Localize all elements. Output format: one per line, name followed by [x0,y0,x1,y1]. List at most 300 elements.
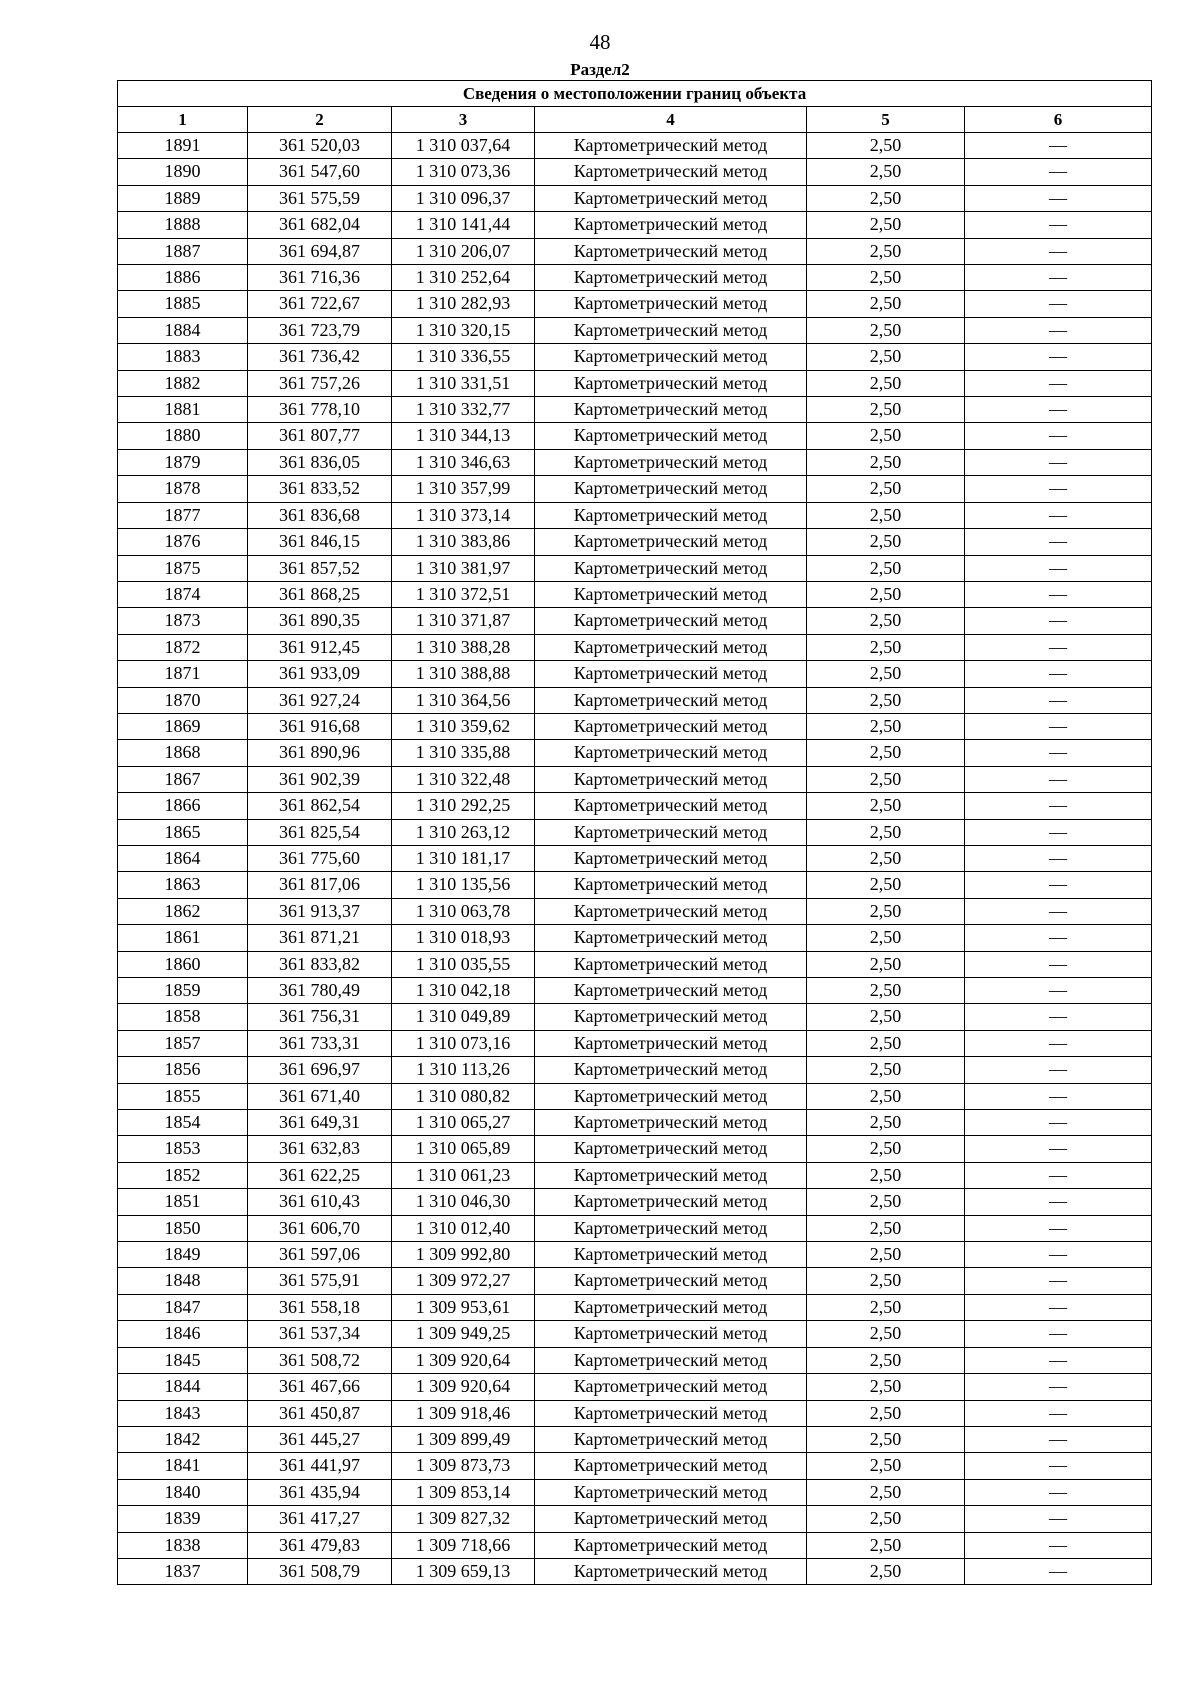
section-title: Раздел2 [570,60,630,79]
cell-point-number: 1846 [118,1321,248,1347]
cell-coordinate-y: 1 310 135,56 [392,872,535,898]
cell-accuracy: 2,50 [807,1268,965,1294]
cell-method: Картометрический метод [535,1057,807,1083]
cell-description: — [965,397,1152,423]
cell-point-number: 1853 [118,1136,248,1162]
cell-point-number: 1845 [118,1347,248,1373]
cell-description: — [965,845,1152,871]
cell-description: — [965,185,1152,211]
cell-accuracy: 2,50 [807,1057,965,1083]
cell-coordinate-x: 361 716,36 [248,265,392,291]
cell-coordinate-y: 1 310 181,17 [392,845,535,871]
cell-method: Картометрический метод [535,1374,807,1400]
cell-coordinate-x: 361 733,31 [248,1030,392,1056]
cell-coordinate-y: 1 309 827,32 [392,1506,535,1532]
cell-accuracy: 2,50 [807,476,965,502]
cell-coordinate-y: 1 310 322,48 [392,766,535,792]
cell-point-number: 1877 [118,502,248,528]
table-row [118,581,1152,607]
cell-coordinate-y: 1 310 388,88 [392,661,535,687]
cell-coordinate-x: 361 722,67 [248,291,392,317]
cell-coordinate-x: 361 780,49 [248,978,392,1004]
cell-description: — [965,1532,1152,1558]
cell-description: — [965,1268,1152,1294]
cell-coordinate-y: 1 310 336,55 [392,344,535,370]
cell-point-number: 1844 [118,1374,248,1400]
cell-coordinate-x: 361 723,79 [248,317,392,343]
cell-description: — [965,687,1152,713]
cell-coordinate-y: 1 310 012,40 [392,1215,535,1241]
cell-coordinate-y: 1 310 073,36 [392,159,535,185]
table-row [118,1558,1152,1584]
cell-method: Картометрический метод [535,1426,807,1452]
cell-method: Картометрический метод [535,1004,807,1030]
cell-accuracy: 2,50 [807,845,965,871]
cell-method: Картометрический метод [535,529,807,555]
table-row [118,1321,1152,1347]
cell-coordinate-x: 361 736,42 [248,344,392,370]
cell-accuracy: 2,50 [807,740,965,766]
table-row [118,793,1152,819]
cell-coordinate-y: 1 310 206,07 [392,238,535,264]
cell-accuracy: 2,50 [807,1347,965,1373]
cell-coordinate-x: 361 912,45 [248,634,392,660]
cell-coordinate-x: 361 622,25 [248,1162,392,1188]
cell-method: Картометрический метод [535,370,807,396]
table-row [118,872,1152,898]
cell-coordinate-x: 361 649,31 [248,1110,392,1136]
table-caption-row [118,81,1152,107]
cell-coordinate-x: 361 606,70 [248,1215,392,1241]
cell-coordinate-y: 1 309 873,73 [392,1453,535,1479]
cell-method: Картометрический метод [535,1242,807,1268]
table-row [118,634,1152,660]
cell-description: — [965,1558,1152,1584]
cell-accuracy: 2,50 [807,1030,965,1056]
cell-description: — [965,1347,1152,1373]
cell-accuracy: 2,50 [807,159,965,185]
cell-accuracy: 2,50 [807,793,965,819]
cell-description: — [965,449,1152,475]
column-header: 1 [118,107,248,133]
table-row [118,449,1152,475]
cell-method: Картометрический метод [535,1506,807,1532]
cell-coordinate-y: 1 309 659,13 [392,1558,535,1584]
cell-description: — [965,238,1152,264]
cell-method: Картометрический метод [535,1400,807,1426]
table-row [118,687,1152,713]
cell-description: — [965,555,1152,581]
cell-accuracy: 2,50 [807,1321,965,1347]
cell-coordinate-y: 1 309 718,66 [392,1532,535,1558]
cell-method: Картометрический метод [535,793,807,819]
cell-point-number: 1867 [118,766,248,792]
cell-point-number: 1838 [118,1532,248,1558]
cell-method: Картометрический метод [535,687,807,713]
cell-accuracy: 2,50 [807,449,965,475]
cell-accuracy: 2,50 [807,1400,965,1426]
cell-method: Картометрический метод [535,1294,807,1320]
cell-accuracy: 2,50 [807,1136,965,1162]
cell-description: — [965,1030,1152,1056]
cell-point-number: 1849 [118,1242,248,1268]
cell-method: Картометрический метод [535,423,807,449]
cell-method: Картометрический метод [535,872,807,898]
cell-point-number: 1861 [118,925,248,951]
cell-point-number: 1863 [118,872,248,898]
table-row [118,555,1152,581]
cell-description: — [965,1189,1152,1215]
cell-coordinate-y: 1 310 252,64 [392,265,535,291]
table-row [118,159,1152,185]
cell-coordinate-x: 361 836,68 [248,502,392,528]
cell-coordinate-x: 361 916,68 [248,713,392,739]
cell-coordinate-x: 361 479,83 [248,1532,392,1558]
cell-method: Картометрический метод [535,212,807,238]
cell-accuracy: 2,50 [807,1374,965,1400]
cell-coordinate-x: 361 558,18 [248,1294,392,1320]
cell-coordinate-x: 361 868,25 [248,581,392,607]
cell-coordinate-x: 361 682,04 [248,212,392,238]
cell-coordinate-y: 1 310 037,64 [392,133,535,159]
cell-coordinate-y: 1 310 282,93 [392,291,535,317]
table-row [118,608,1152,634]
cell-coordinate-y: 1 310 364,56 [392,687,535,713]
cell-coordinate-x: 361 547,60 [248,159,392,185]
cell-description: — [965,713,1152,739]
cell-point-number: 1857 [118,1030,248,1056]
cell-method: Картометрический метод [535,951,807,977]
cell-method: Картометрический метод [535,449,807,475]
cell-coordinate-y: 1 310 388,28 [392,634,535,660]
cell-accuracy: 2,50 [807,1215,965,1241]
cell-accuracy: 2,50 [807,1294,965,1320]
cell-coordinate-y: 1 310 063,78 [392,898,535,924]
table-row [118,1506,1152,1532]
cell-accuracy: 2,50 [807,713,965,739]
cell-coordinate-y: 1 310 073,16 [392,1030,535,1056]
table-row [118,423,1152,449]
cell-point-number: 1860 [118,951,248,977]
cell-point-number: 1837 [118,1558,248,1584]
cell-point-number: 1890 [118,159,248,185]
table-row [118,1004,1152,1030]
table-row [118,1242,1152,1268]
cell-coordinate-y: 1 309 949,25 [392,1321,535,1347]
cell-accuracy: 2,50 [807,1162,965,1188]
cell-coordinate-y: 1 310 096,37 [392,185,535,211]
cell-point-number: 1889 [118,185,248,211]
cell-coordinate-y: 1 310 080,82 [392,1083,535,1109]
cell-method: Картометрический метод [535,713,807,739]
cell-method: Картометрический метод [535,185,807,211]
cell-coordinate-y: 1 310 035,55 [392,951,535,977]
cell-accuracy: 2,50 [807,185,965,211]
cell-coordinate-x: 361 890,96 [248,740,392,766]
cell-coordinate-y: 1 310 331,51 [392,370,535,396]
cell-coordinate-x: 361 435,94 [248,1479,392,1505]
cell-point-number: 1859 [118,978,248,1004]
cell-accuracy: 2,50 [807,344,965,370]
cell-coordinate-y: 1 309 853,14 [392,1479,535,1505]
cell-accuracy: 2,50 [807,872,965,898]
cell-description: — [965,740,1152,766]
cell-coordinate-y: 1 310 344,13 [392,423,535,449]
cell-accuracy: 2,50 [807,1532,965,1558]
table-row [118,476,1152,502]
cell-description: — [965,1294,1152,1320]
cell-accuracy: 2,50 [807,1453,965,1479]
cell-coordinate-y: 1 310 346,63 [392,449,535,475]
cell-method: Картометрический метод [535,740,807,766]
cell-point-number: 1884 [118,317,248,343]
cell-accuracy: 2,50 [807,212,965,238]
cell-description: — [965,1453,1152,1479]
cell-accuracy: 2,50 [807,1558,965,1584]
table-row [118,661,1152,687]
cell-method: Картометрический метод [535,1030,807,1056]
cell-accuracy: 2,50 [807,1426,965,1452]
cell-method: Картометрический метод [535,819,807,845]
cell-coordinate-y: 1 310 381,97 [392,555,535,581]
cell-coordinate-y: 1 309 920,64 [392,1374,535,1400]
cell-description: — [965,661,1152,687]
cell-description: — [965,423,1152,449]
cell-accuracy: 2,50 [807,819,965,845]
cell-point-number: 1878 [118,476,248,502]
cell-method: Картометрический метод [535,1321,807,1347]
table-row [118,397,1152,423]
cell-coordinate-x: 361 520,03 [248,133,392,159]
cell-method: Картометрический метод [535,1268,807,1294]
cell-accuracy: 2,50 [807,529,965,555]
cell-coordinate-x: 361 836,05 [248,449,392,475]
cell-point-number: 1870 [118,687,248,713]
table-row [118,978,1152,1004]
cell-coordinate-x: 361 871,21 [248,925,392,951]
cell-point-number: 1880 [118,423,248,449]
cell-description: — [965,529,1152,555]
cell-description: — [965,872,1152,898]
cell-coordinate-y: 1 310 113,26 [392,1057,535,1083]
column-header: 4 [535,107,807,133]
cell-coordinate-x: 361 610,43 [248,1189,392,1215]
table-row [118,1110,1152,1136]
cell-coordinate-x: 361 817,06 [248,872,392,898]
table-header-row [118,107,1152,133]
cell-coordinate-y: 1 309 920,64 [392,1347,535,1373]
cell-coordinate-y: 1 310 357,99 [392,476,535,502]
cell-method: Картометрический метод [535,1347,807,1373]
cell-point-number: 1851 [118,1189,248,1215]
cell-accuracy: 2,50 [807,608,965,634]
cell-description: — [965,1162,1152,1188]
cell-coordinate-x: 361 778,10 [248,397,392,423]
cell-coordinate-x: 361 807,77 [248,423,392,449]
cell-point-number: 1886 [118,265,248,291]
cell-coordinate-y: 1 310 263,12 [392,819,535,845]
cell-coordinate-x: 361 757,26 [248,370,392,396]
cell-coordinate-y: 1 310 065,89 [392,1136,535,1162]
table-row [118,370,1152,396]
cell-method: Картометрический метод [535,845,807,871]
cell-accuracy: 2,50 [807,555,965,581]
cell-coordinate-y: 1 310 018,93 [392,925,535,951]
table-row [118,133,1152,159]
cell-description: — [965,159,1152,185]
cell-point-number: 1866 [118,793,248,819]
cell-point-number: 1874 [118,581,248,607]
cell-coordinate-y: 1 310 042,18 [392,978,535,1004]
cell-point-number: 1855 [118,1083,248,1109]
cell-point-number: 1869 [118,713,248,739]
cell-description: — [965,1374,1152,1400]
cell-coordinate-x: 361 450,87 [248,1400,392,1426]
cell-accuracy: 2,50 [807,423,965,449]
cell-description: — [965,1004,1152,1030]
cell-method: Картометрический метод [535,1479,807,1505]
cell-coordinate-y: 1 310 373,14 [392,502,535,528]
cell-description: — [965,476,1152,502]
cell-point-number: 1871 [118,661,248,687]
cell-coordinate-x: 361 537,34 [248,1321,392,1347]
cell-point-number: 1840 [118,1479,248,1505]
table-row [118,1030,1152,1056]
table-row [118,1426,1152,1452]
table-row [118,740,1152,766]
cell-method: Картометрический метод [535,476,807,502]
cell-description: — [965,1242,1152,1268]
cell-description: — [965,291,1152,317]
cell-coordinate-x: 361 597,06 [248,1242,392,1268]
cell-method: Картометрический метод [535,265,807,291]
cell-accuracy: 2,50 [807,238,965,264]
cell-accuracy: 2,50 [807,1242,965,1268]
cell-accuracy: 2,50 [807,1110,965,1136]
table-caption: Сведения о местоположении границ объекта [118,81,1152,107]
cell-point-number: 1858 [118,1004,248,1030]
cell-point-number: 1888 [118,212,248,238]
table-row [118,925,1152,951]
cell-coordinate-y: 1 310 335,88 [392,740,535,766]
cell-accuracy: 2,50 [807,925,965,951]
cell-accuracy: 2,50 [807,1506,965,1532]
cell-method: Картометрический метод [535,397,807,423]
table-row [118,1400,1152,1426]
column-header: 6 [965,107,1152,133]
cell-point-number: 1862 [118,898,248,924]
column-header: 2 [248,107,392,133]
cell-description: — [965,766,1152,792]
cell-accuracy: 2,50 [807,502,965,528]
cell-method: Картометрический метод [535,1532,807,1558]
cell-accuracy: 2,50 [807,1189,965,1215]
cell-point-number: 1850 [118,1215,248,1241]
cell-description: — [965,951,1152,977]
cell-coordinate-y: 1 310 065,27 [392,1110,535,1136]
cell-description: — [965,819,1152,845]
cell-point-number: 1875 [118,555,248,581]
cell-coordinate-y: 1 309 953,61 [392,1294,535,1320]
table-row [118,1479,1152,1505]
cell-accuracy: 2,50 [807,370,965,396]
cell-description: — [965,212,1152,238]
table-row [118,529,1152,555]
cell-method: Картометрический метод [535,581,807,607]
cell-description: — [965,925,1152,951]
page-number: 48 [589,30,611,54]
cell-point-number: 1848 [118,1268,248,1294]
cell-method: Картометрический метод [535,502,807,528]
cell-accuracy: 2,50 [807,265,965,291]
cell-accuracy: 2,50 [807,581,965,607]
cell-accuracy: 2,50 [807,1004,965,1030]
cell-point-number: 1882 [118,370,248,396]
cell-coordinate-x: 361 575,91 [248,1268,392,1294]
cell-method: Картометрический метод [535,898,807,924]
cell-point-number: 1879 [118,449,248,475]
table-row [118,951,1152,977]
cell-coordinate-y: 1 310 046,30 [392,1189,535,1215]
cell-coordinate-x: 361 833,52 [248,476,392,502]
cell-coordinate-x: 361 632,83 [248,1136,392,1162]
cell-point-number: 1873 [118,608,248,634]
cell-point-number: 1872 [118,634,248,660]
cell-coordinate-y: 1 309 899,49 [392,1426,535,1452]
cell-description: — [965,133,1152,159]
cell-method: Картометрический метод [535,344,807,370]
table-row [118,185,1152,211]
cell-description: — [965,793,1152,819]
cell-description: — [965,1110,1152,1136]
cell-description: — [965,1426,1152,1452]
cell-method: Картометрический метод [535,1136,807,1162]
boundary-coordinates-table [117,80,1152,1585]
cell-coordinate-x: 361 890,35 [248,608,392,634]
cell-method: Картометрический метод [535,555,807,581]
table-row [118,766,1152,792]
cell-method: Картометрический метод [535,661,807,687]
cell-point-number: 1854 [118,1110,248,1136]
cell-method: Картометрический метод [535,1189,807,1215]
cell-coordinate-x: 361 862,54 [248,793,392,819]
cell-accuracy: 2,50 [807,661,965,687]
cell-description: — [965,1400,1152,1426]
cell-coordinate-y: 1 310 359,62 [392,713,535,739]
cell-description: — [965,1321,1152,1347]
table-row [118,502,1152,528]
cell-method: Картометрический метод [535,1558,807,1584]
cell-point-number: 1864 [118,845,248,871]
table-row [118,713,1152,739]
table-row [118,1083,1152,1109]
cell-description: — [965,1136,1152,1162]
cell-point-number: 1856 [118,1057,248,1083]
cell-coordinate-x: 361 575,59 [248,185,392,211]
cell-method: Картометрический метод [535,1110,807,1136]
cell-method: Картометрический метод [535,1453,807,1479]
cell-point-number: 1876 [118,529,248,555]
cell-method: Картометрический метод [535,159,807,185]
cell-coordinate-x: 361 671,40 [248,1083,392,1109]
cell-accuracy: 2,50 [807,133,965,159]
cell-description: — [965,1506,1152,1532]
column-header: 5 [807,107,965,133]
table-row [118,1136,1152,1162]
table-row [118,1532,1152,1558]
column-header: 3 [392,107,535,133]
cell-coordinate-x: 361 846,15 [248,529,392,555]
